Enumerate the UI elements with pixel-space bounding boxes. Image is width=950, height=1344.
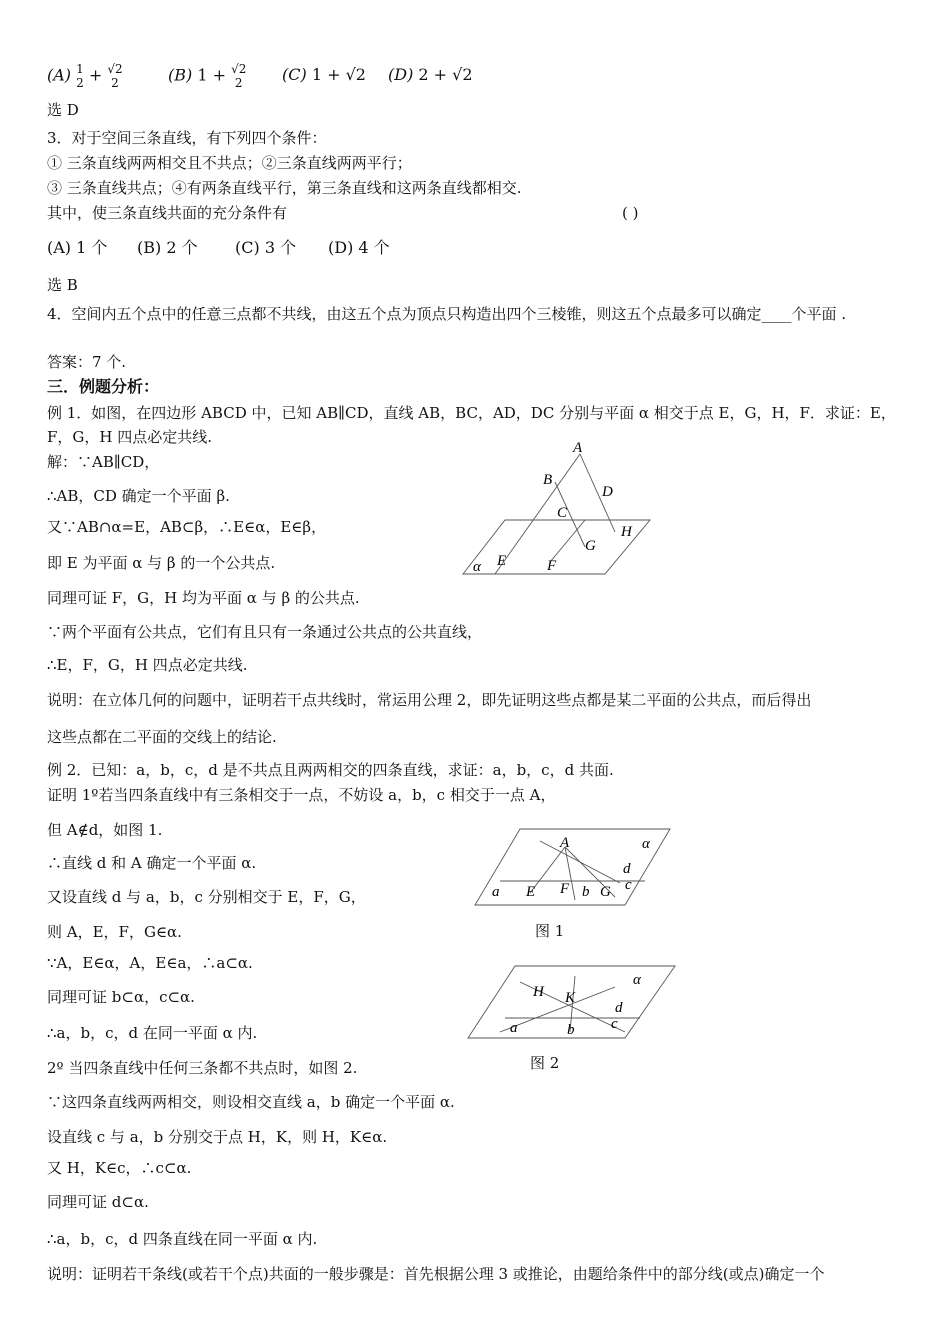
figure-2-caption: 图 2 <box>530 1054 560 1072</box>
q3-option-d: (D) 4 个 <box>328 238 390 257</box>
ex2-title: 例 2．已知：a，b，c，d 是不共点且两两相交的四条直线，求证：a，b，c，d 共面. <box>47 761 614 779</box>
fig1-label-E: E <box>526 884 536 900</box>
q3-option-a: (A) 1 个 <box>47 238 108 257</box>
fig2-label-b: b <box>567 1022 575 1038</box>
ex2-line: 但 A∉d，如图 1. <box>47 821 163 839</box>
ex1-line: 即 E 为平面 α 与 β 的一个公共点. <box>47 554 276 572</box>
ex2-line: ∴直线 d 和 A 确定一个平面 α. <box>47 854 257 872</box>
fig2-label-K: K <box>565 990 576 1006</box>
fig1-label-a: a <box>492 884 500 900</box>
ex1-figure <box>455 432 665 582</box>
figure-1 <box>470 825 680 910</box>
fig1-label-b: b <box>582 884 590 900</box>
ex2-line: 则 A，E，F，G∈α. <box>47 923 182 941</box>
q3-line3: ③ 三条直线共点；④有两条直线平行，第三条直线和这两条直线都相交. <box>47 179 522 197</box>
figure-1-caption: 图 1 <box>535 922 565 940</box>
figure-2 <box>465 962 680 1042</box>
fig-label-G: G <box>585 538 596 554</box>
q3-answer: 选 B <box>47 276 78 294</box>
q4-text: 4．空间内五个点中的任意三点都不共线，由这五个点为顶点只构造出四个三棱锥，则这五个点最多可以确定____个平面 . <box>47 305 847 323</box>
ex2-line: ∴a，b，c，d 四条直线在同一平面 α 内. <box>47 1230 318 1248</box>
fig-label-alpha: α <box>473 559 481 575</box>
ex2-note: 说明：证明若干条线(或若干个点)共面的一般步骤是：首先根据公理 3 或推论，由题给条件中的部分线(或点)确定一个 <box>47 1265 825 1283</box>
fig1-label-c: c <box>625 877 632 893</box>
ex2-line: 同理可证 d⊂α. <box>47 1193 149 1211</box>
fig-label-B: B <box>543 472 553 488</box>
ex1-line: 解：∵AB∥CD， <box>47 453 160 471</box>
ex2-line: 又设直线 d 与 a，b，c 分别相交于 E，F，G， <box>47 888 366 906</box>
q3-answer-blank: ( ) <box>622 204 639 222</box>
section-title: 三．例题分析： <box>47 377 160 396</box>
ex1-line: 同理可证 F，G，H 均为平面 α 与 β 的公共点. <box>47 589 360 607</box>
q4-answer: 答案：7 个. <box>47 353 127 371</box>
fig-label-H: H <box>621 524 632 540</box>
q3-line2: ① 三条直线两两相交且不共点；②三条直线两两平行； <box>47 154 412 172</box>
q3-option-c: (C) 3 个 <box>235 238 297 257</box>
fig1-label-alpha: α <box>642 836 650 852</box>
fig1-label-d: d <box>623 861 631 877</box>
ex2-line: 证明 1º若当四条直线中有三条相交于一点，不妨设 a，b，c 相交于一点 A， <box>47 786 556 804</box>
q3-line1: 3．对于空间三条直线，有下列四个条件： <box>47 129 327 147</box>
q2-option-d: (D) 2 + √2 <box>388 65 473 84</box>
ex1-line: ∵两个平面有公共点，它们有且只有一条通过公共点的公共直线， <box>47 623 483 641</box>
fig1-label-G: G <box>600 884 611 900</box>
fig-label-E: E <box>497 553 507 569</box>
fig-label-D: D <box>602 484 613 500</box>
q3-option-b: (B) 2 个 <box>137 238 198 257</box>
ex2-line: ∴a，b，c，d 在同一平面 α 内. <box>47 1024 258 1042</box>
ex1-note: 说明：在立体几何的问题中，证明若干点共线时，常运用公理 2，即先证明这些点都是某二平面的公共点，而后得出 <box>47 691 812 709</box>
ex2-line: 设直线 c 与 a，b 分别交于点 H，K，则 H，K∈α. <box>47 1128 388 1146</box>
ex2-line: 又 H，K∈c，∴c⊂α. <box>47 1159 192 1177</box>
ex2-line: ∵A，E∈α，A，E∈a，∴a⊂α. <box>47 954 253 972</box>
q2-option-a: (A) 1 2 + √2 2 <box>47 62 123 90</box>
fig-label-F: F <box>547 558 557 574</box>
q2-option-c: (C) 1 + √2 <box>282 65 366 84</box>
ex2-line: 2º 当四条直线中任何三条都不共点时，如图 2. <box>47 1059 358 1077</box>
fig2-label-d: d <box>615 1000 623 1016</box>
ex1-line: ∴E，F，G，H 四点必定共线. <box>47 656 248 674</box>
fig2-label-a: a <box>510 1020 518 1036</box>
ex2-line: ∵这四条直线两两相交，则设相交直线 a，b 确定一个平面 α. <box>47 1093 455 1111</box>
ex1-note: 这些点都在二平面的交线上的结论. <box>47 728 277 746</box>
ex2-line: 同理可证 b⊂α，c⊂α. <box>47 988 195 1006</box>
q2-answer: 选 D <box>47 101 79 119</box>
fig-label-A: A <box>573 440 583 456</box>
fig2-label-H: H <box>533 984 544 1000</box>
ex1-line: 又∵AB∩α=E，AB⊂β，∴E∈α，E∈β， <box>47 518 327 536</box>
fig-label-C: C <box>557 505 568 521</box>
q2-option-b: (B) 1 + √2 2 <box>168 62 247 90</box>
ex1-text: 例 1．如图，在四边形 ABCD 中，已知 AB∥CD，直线 AB，BC，AD，DC 分别与平面 α 相交于点 E，G，H，F．求证：E，F，G，H 四点必定共线. <box>47 404 896 446</box>
fig1-label-A: A <box>560 835 570 851</box>
fig2-label-c: c <box>611 1016 618 1032</box>
q3-line4: 其中，使三条直线共面的充分条件有 <box>47 204 288 222</box>
fig1-label-F: F <box>560 881 570 897</box>
ex1-line: ∴AB，CD 确定一个平面 β. <box>47 487 230 505</box>
fig2-label-alpha: α <box>633 972 641 988</box>
